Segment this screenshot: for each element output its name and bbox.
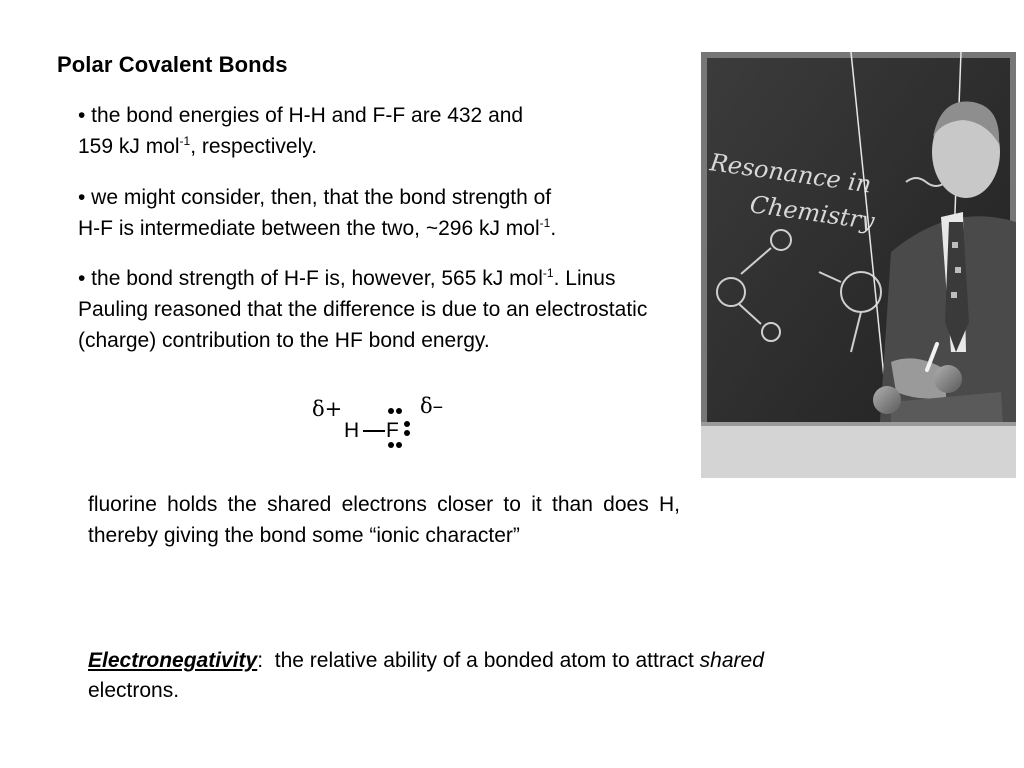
bullet-text: • the bond strength of H-F is, however, 565 kJ mol xyxy=(78,267,543,290)
definition-term: Electronegativity xyxy=(88,649,258,672)
definition-emphasis: shared xyxy=(699,649,764,672)
superscript: -1 xyxy=(179,134,191,148)
bullet-pauling-reasoning xyxy=(78,263,688,356)
hf-lewis-structure xyxy=(300,390,480,460)
bullet-line: • we might consider, then, that the bond strength of xyxy=(78,186,552,209)
hydrogen-atom: H xyxy=(344,419,360,442)
ionic-character-caption: fluorine holds the shared electrons closer to it than does H, thereby giving the bond some “ionic character” xyxy=(88,493,680,547)
tray-edge xyxy=(701,422,1016,426)
superscript: -1 xyxy=(539,216,551,230)
bullet-bond-energies xyxy=(78,100,638,162)
photo-illustration xyxy=(701,52,1016,478)
lone-pair-dot xyxy=(404,421,410,427)
bullet-line: . xyxy=(550,217,557,240)
chalk-tray xyxy=(701,422,1016,478)
lone-pair-dot xyxy=(396,442,402,448)
bullet-line: , respectively. xyxy=(190,135,318,158)
slide-title: Polar Covalent Bonds xyxy=(57,52,288,77)
bullet-line: • the bond energies of H-H and F-F are 432 and xyxy=(78,104,524,127)
bullet-line: H-F is intermediate between the two, ~296 kJ mol xyxy=(78,217,540,240)
pendulum-apple xyxy=(873,386,901,414)
lone-pair-dot xyxy=(388,408,394,414)
delta-plus-label: δ+ xyxy=(312,397,343,421)
bullet-text: . Linus Pauling reasoned that the difference is due to an electrostatic (charge) contribution to the HF bond energy. xyxy=(78,267,648,352)
pauling-chalkboard-photo xyxy=(701,52,1016,478)
fluorine-atom: F xyxy=(386,419,399,442)
pendulum-apple xyxy=(934,365,962,393)
electronegativity-definition xyxy=(88,646,928,706)
lone-pair-dot xyxy=(388,442,394,448)
bullet-line: 159 kJ mol xyxy=(78,135,180,158)
superscript: -1 xyxy=(542,266,554,280)
chalk-title-line1: Resonance in xyxy=(708,148,874,199)
bullet-intermediate-strength xyxy=(78,182,678,244)
lone-pair-dot xyxy=(404,430,410,436)
delta-minus-label: δ– xyxy=(420,394,444,418)
covalent-bond-line xyxy=(363,430,385,432)
definition-text: the relative ability of a bonded atom to attract xyxy=(274,649,694,672)
definition-tail: electrons. xyxy=(88,679,180,702)
lone-pair-dot xyxy=(396,408,402,414)
definition-colon: : xyxy=(257,649,264,672)
chalk-title-line2: Chemistry xyxy=(748,190,877,236)
